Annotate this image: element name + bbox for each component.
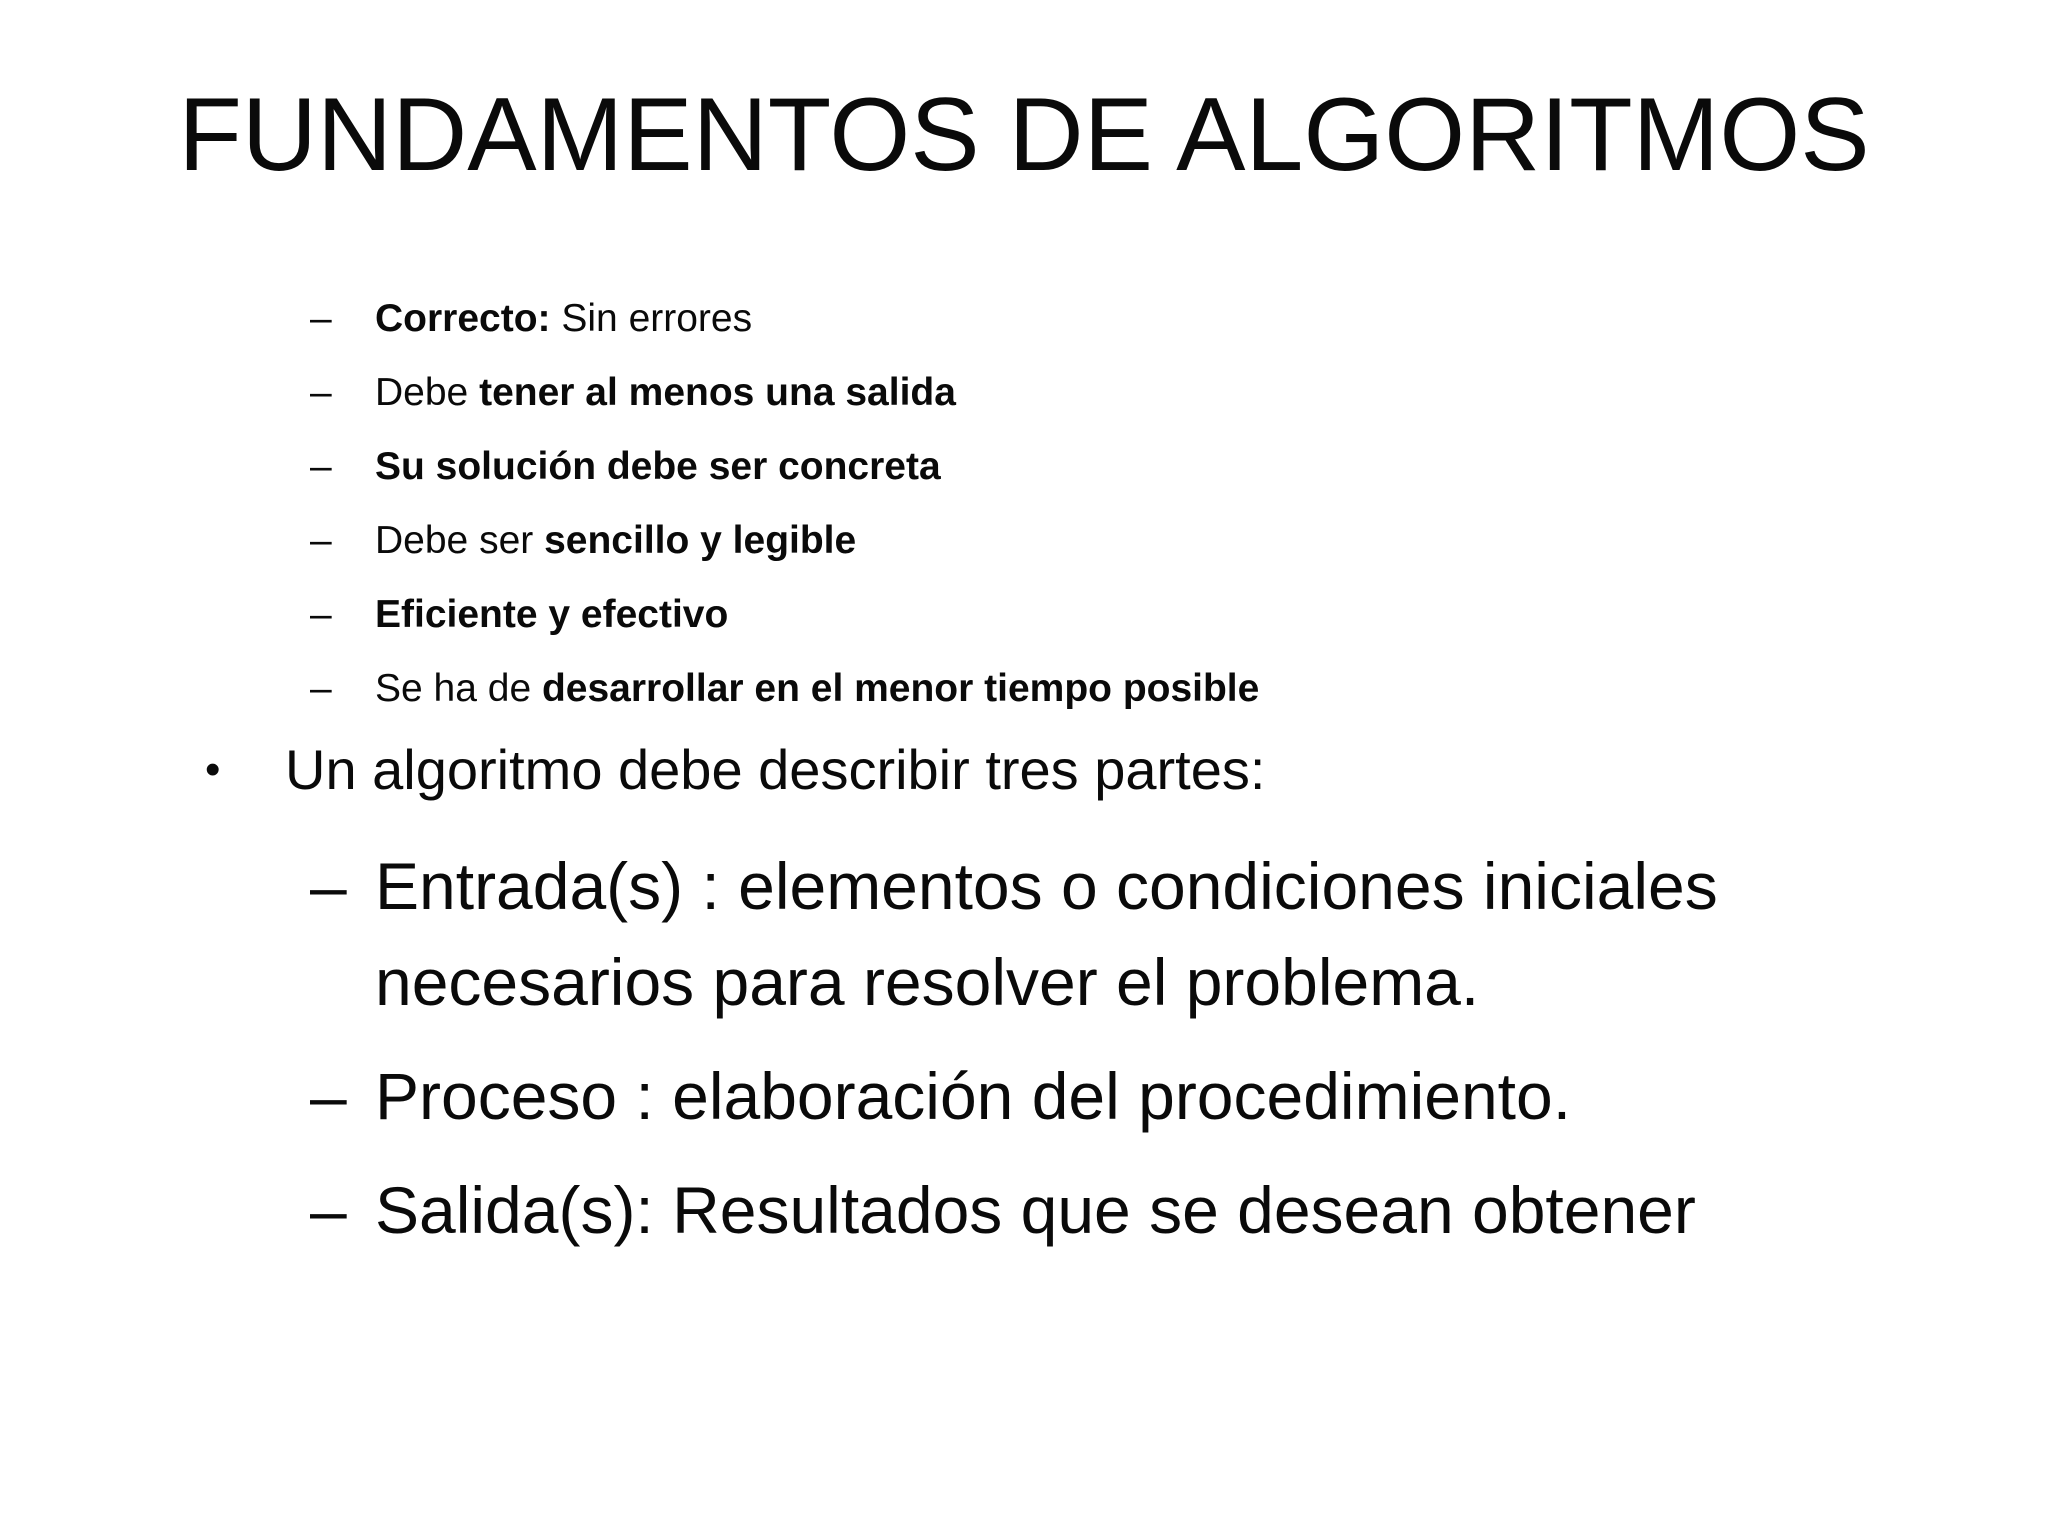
list-item-proceso xyxy=(310,1048,1960,1144)
normal-text: Sin errores xyxy=(550,297,753,340)
list-item-text: Salida(s): Resultados que se desean obtener xyxy=(375,1173,1696,1247)
bullet-item xyxy=(205,730,1905,810)
list-item-tiempo xyxy=(310,652,1710,726)
list-item-text xyxy=(375,430,941,504)
normal-text: Se ha de xyxy=(375,667,542,710)
bold-text: Eficiente y efectivo xyxy=(375,593,729,636)
list-item-correcto xyxy=(310,282,1710,356)
list-item-text: Proceso : elaboración del procedimiento. xyxy=(375,1059,1572,1133)
list-item-text xyxy=(375,504,856,578)
parts-list xyxy=(310,838,1960,1258)
bold-text: tener al menos una salida xyxy=(479,371,956,414)
dash-marker: – xyxy=(310,593,332,636)
list-item-text xyxy=(375,282,752,356)
bold-text: desarrollar en el menor tiempo posible xyxy=(541,667,1260,710)
list-item-legible xyxy=(310,504,1710,578)
list-item-text xyxy=(375,356,956,430)
slide-title: FUNDAMENTOS DE ALGORITMOS xyxy=(178,77,1870,193)
dash-marker: – xyxy=(310,445,332,488)
list-item-text: Entrada(s) : elementos o condiciones iniciales necesarios para resolver el problema. xyxy=(375,849,1718,1019)
dash-marker: – xyxy=(310,1173,347,1247)
list-item-eficiente xyxy=(310,578,1710,652)
dash-marker: – xyxy=(310,297,332,340)
bullet-text: Un algoritmo debe describir tres partes: xyxy=(285,738,1266,801)
list-item-concreta xyxy=(310,430,1710,504)
bullet-marker: • xyxy=(205,745,221,794)
dash-marker: – xyxy=(310,371,332,414)
list-item-entrada xyxy=(310,838,1960,1030)
bold-text: Su solución debe ser concreta xyxy=(375,445,941,488)
dash-marker: – xyxy=(310,667,332,710)
characteristics-list xyxy=(310,282,1710,726)
normal-text: Debe ser xyxy=(375,519,545,562)
list-item-salida xyxy=(310,356,1710,430)
dash-marker: – xyxy=(310,1059,347,1133)
dash-marker: – xyxy=(310,519,332,562)
bold-text: Correcto: xyxy=(375,297,551,340)
dash-marker: – xyxy=(310,849,347,923)
list-item-text xyxy=(375,652,1259,726)
list-item-text xyxy=(375,578,728,652)
normal-text: Debe xyxy=(375,371,480,414)
bold-text: sencillo y legible xyxy=(544,519,857,562)
list-item-salida xyxy=(310,1162,1960,1258)
